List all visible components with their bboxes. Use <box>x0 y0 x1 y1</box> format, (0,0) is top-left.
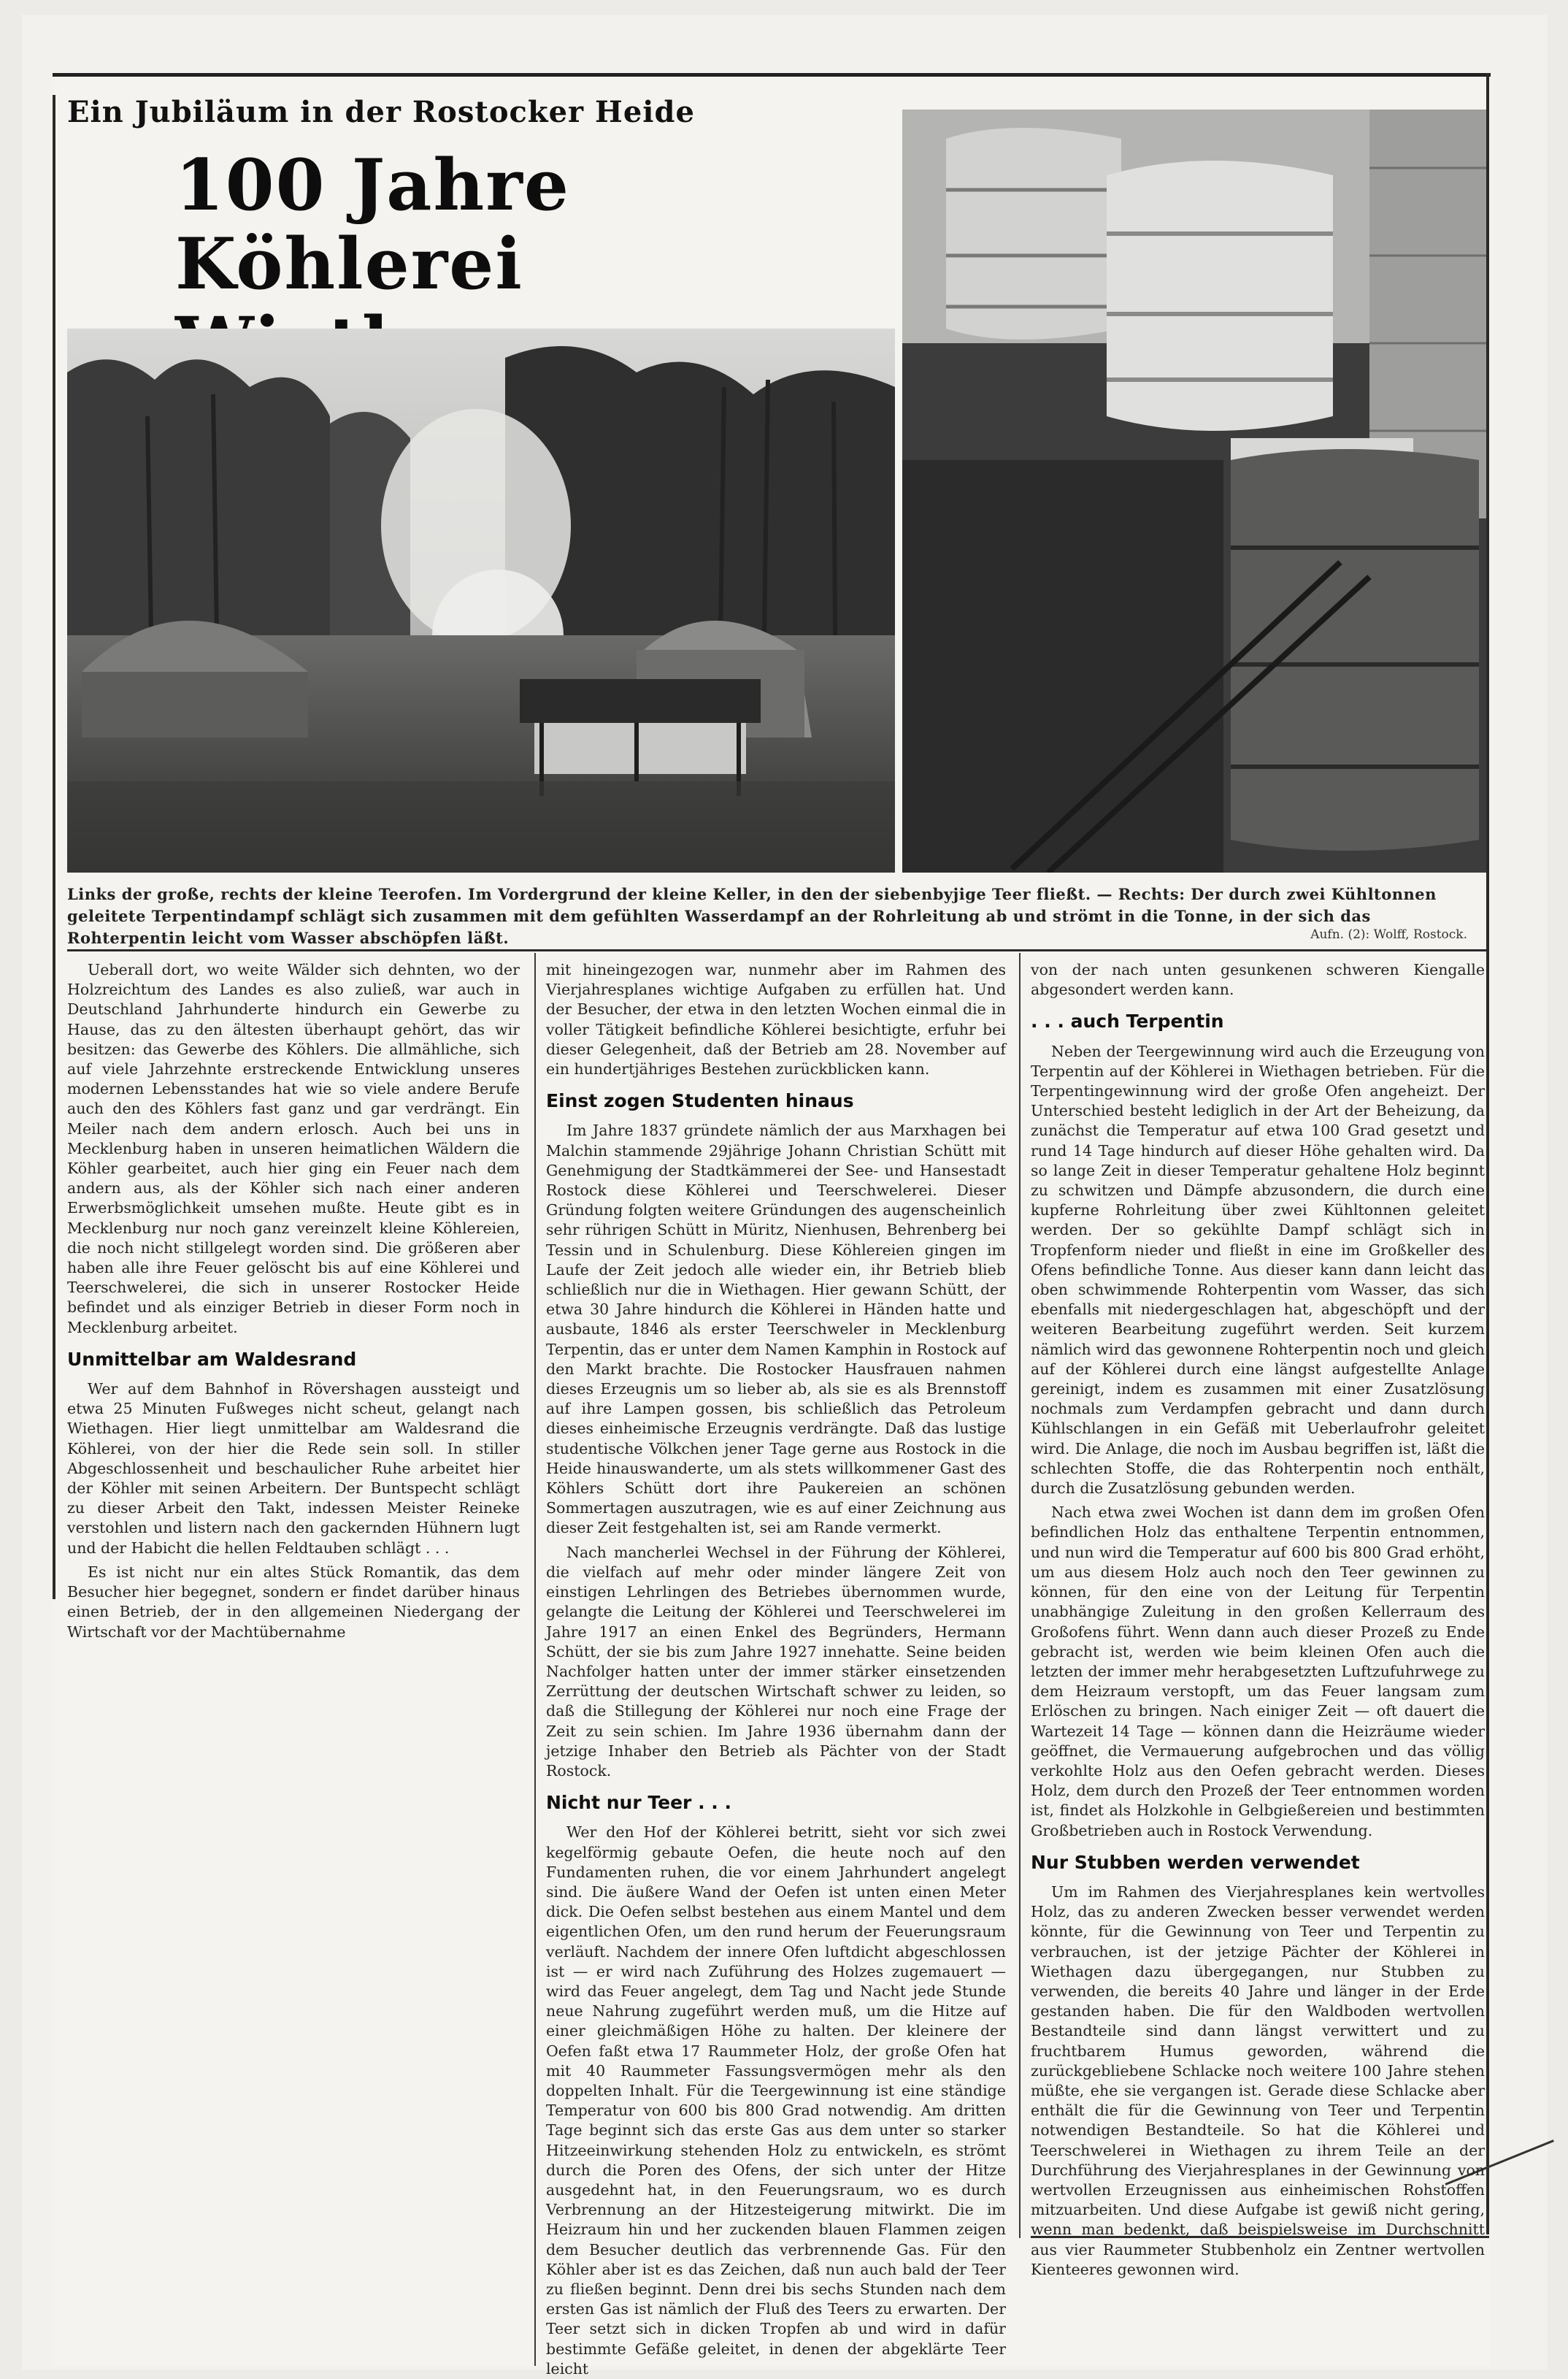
article-column-3 <box>1031 960 1485 2278</box>
paragraph: Neben der Teergewinnung wird auch die Erzeugung von Terpentin auf der Köhlerei in Wiethagen betrieben. Für die Terpentingewinnung wird der große Ofen angeheizt. Der Unterschied besteht lediglich in der Art der Beheizung, da zunächst die Temperatur auf etwa 100 Grad gesetzt und rund 14 Tage hindurch auf dieser Höhe gehalten wird. Da so lange Zeit in dieser Temperatur gehaltene Holz beginnt zu schwitzen und Dämpfe abzusondern, die durch eine kupferne Rohrleitung über zwei Kühltonnen geleitet werden. Der so gekühlte Dampf schlägt sich in Tropfenform nieder und fließt in eine im Großkeller des Ofens befindliche Tonne. Aus dieser kann dann leicht das oben schwimmende Rohterpentin vom Wasser, das sich ebenfalls mit niedergeschlagen hat, abgeschöpft und der weiteren Bearbeitung zugeführt werden. Seit kurzem nämlich wird das gewonnene Rohterpentin noch und gleich auf der Köhlerei durch eine längst aufgestellte Anlage gereinigt, indem es zusammen mit einer Zusatzlösung nochmals zum Verdampfen gebracht und dann durch Kühlschlangen in ein Gefäß mit Ueberlaufrohr geleitet wird. Die Anlage, die noch im Ausbau begriffen ist, läßt die schlechten Stoffe, die das Rohterpentin noch enthält, durch die Zusatzlösung gebunden werden. <box>1031 1042 1485 1498</box>
subheading: Einst zogen Studenten hinaus <box>546 1090 854 1112</box>
paragraph: Ueberall dort, wo weite Wälder sich dehnten, wo der Holzreichtum des Landes es also zuließ, war auch in Deutschland Jahrhunderte hindurch ein Gewerbe zu Hause, das zu den ältesten überhaupt gehört, das wir besitzen: das Gewerbe des Köhlers. Die allmähliche, sich auf viele Jahrzehnte erstreckende Entwicklung unseres modernen Lebensstandes hat wie so viele andere Berufe auch den des Köhlers fast ganz und gar verdrängt. Ein Meiler nach dem andern erlosch. Auch bei uns in Mecklenburg haben in unseren heimatlichen Wäldern die Köhler gearbeitet, auch hier ging ein Feuer nach dem andern aus, als der Köhler sich nach einer anderen Erwerbsmöglichkeit umsehen mußte. Heute gibt es in Mecklenburg nur noch ganz vereinzelt kleine Köhlereien, die noch nicht stillgelegt worden sind. Die größeren aber haben alle ihre Feuer gelöscht bis auf eine Köhlerei und Teerschwelerei, die sich in unserer Rostocker Heide befindet und als einziger Betrieb in dieser Form noch in Mecklenburg arbeitet. <box>67 961 520 1336</box>
subheading: Nicht nur Teer . . . <box>546 1792 731 1814</box>
headline-line-2: Köhlerei <box>175 223 523 305</box>
column-divider-2 <box>1019 953 1021 2238</box>
paragraph: Wer den Hof der Köhlerei betritt, sieht vor sich zwei kegelförmig gebaute Oefen, die heute noch auf den Fundamenten ruhen, die vor einem Jahrhundert angelegt sind. Die äußere Wand der Oefen ist unten einen Meter dick. Die Oefen selbst bestehen aus einem Mantel und dem eigentlichen Ofen, um den rund herum der Feuerungsraum verläuft. Nachdem der innere Ofen luftdicht abgeschlossen ist — er wird nach Zuführung des Holzes zugemauert — wird das Feuer angelegt, dem Tag und Nacht jede Stunde neue Nahrung zugeführt werden muß, um die Hitze auf einer gleichmäßigen Höhe zu halten. Der kleinere der Oefen faßt etwa 17 Raummeter Holz, der große Ofen hat mit 40 Raummeter Fassungsvermögen mehr als den doppelten Inhalt. Für die Teergewinnung ist eine ständige Temperatur von 600 bis 800 Grad notwendig. Am dritten Tage beginnt sich das erste Gas aus dem unter so starker Hitzeeinwirkung stehenden Holz zu entwickeln, es strömt durch die Poren des Ofens, der sich unter der Hitze ausgedehnt hat, in den Feuerungsraum, wo es durch Verbrennung an der Hitzesteigerung mitwirkt. Die im Heizraum hin und her zuckenden blauen Flammen zeigen dem Besucher deutlich das verbrennende Gas. Für den Köhler aber ist es das Zeichen, daß nun auch bald der Teer zu fließen beginnt. Denn drei bis sechs Stunden nach dem ersten Gas ist nämlich der Fluß des Teers zu erwarten. Der Teer setzt sich in dicken Tropfen ab und wird in dafür bestimmte Gefäße geleitet, in denen der abgeklärte Teer leicht <box>546 1823 1006 2378</box>
column-divider-1 <box>534 953 536 2366</box>
photo-credit: Aufn. (2): Wolff, Rostock. <box>1310 927 1467 942</box>
photo-caption: Links der große, rechts der kleine Teerofen. Im Vordergrund der kleine Keller, in den der siebenbyjige Teer fließt. — Rechts: Der durch zwei Kühltonnen geleitete Terpentindampf schlägt sich zusammen mit dem gefühlten Wasserdampf an der Rohrleitung ab und strömt in die Tonne, in der sich das Rohterpentin leicht vom Wasser abschöpfen läßt. <box>67 885 1437 947</box>
photo-turpentine-barrels <box>902 110 1486 873</box>
paragraph: Im Jahre 1837 gründete nämlich der aus Marxhagen bei Malchin stammende 29jährige Johann Christian Schütt mit Genehmigung der Stadtkämmerei der See- und Hansestadt Rostock diese Köhlerei und Teerschwelerei. Dieser Gründung folgten weitere Gründungen des augenscheinlich sehr rührigen Schütt in Müritz, Nienhusen, Behrenberg bei Tessin und in Schulenburg. Diese Köhlereien gingen im Laufe der Zeit jedoch alle wieder ein, ihr Betrieb blieb schließlich nur die in Wiethagen. Hier gewann Schütt, der etwa 30 Jahre hindurch die Köhlerei in Händen hatte und ausbaute, 1846 als erster Teerschweler in Mecklenburg Terpentin, das er unter dem Namen Kamphin in Rostock auf den Markt brachte. Die Rostocker Hausfrauen nahmen dieses Erzeugnis um so lieber ab, als sie es als Brennstoff auf ihre Lampen gossen, bis schließlich das Petroleum dieses einheimische Erzeugnis verdrängte. Daß das lustige studentische Völkchen jener Tage gerne aus Rostock in die Heide hinauswanderte, um als stets willkommener Gast des Köhlers Schütt dort ihre Paukereien an schönen Sommertagen auszutragen, wie es auf einer Zeichnung aus dieser Zeit festgehalten ist, sei am Rande vermerkt. <box>546 1122 1006 1537</box>
right-border-rule <box>1486 73 1489 2234</box>
headline-line-1: 100 Jahre <box>175 144 570 226</box>
paragraph: Nach mancherlei Wechsel in der Führung der Köhlerei, die vielfach auf mehr oder minder längere Zeit von einstigen Lehrlingen des Betriebes übernommen wurde, gelangte die Leitung der Köhlerei und Teerschwelerei im Jahre 1917 an einen Enkel des Begründers, Hermann Schütt, der sie bis zum Jahre 1927 innehatte. Seine beiden Nachfolger hatten unter der immer stärker einsetzenden Zerrüttung der deutschen Wirtschaft schwer zu leiden, so daß die Stillegung der Köhlerei nur noch eine Frage der Zeit zu sein schien. Im Jahre 1936 übernahm dann der jetzige Inhaber den Betrieb als Pächter von der Stadt Rostock. <box>546 1543 1006 1780</box>
article-column-1 <box>67 960 520 1641</box>
subheading: . . . auch Terpentin <box>1031 1011 1224 1033</box>
paragraph: mit hineingezogen war, nunmehr aber im Rahmen des Vierjahresplanes wichtige Aufgaben zu erfüllen hat. Und der Besucher, der etwa in den letzten Wochen einmal die in voller Tätigkeit befindliche Köhlerei besichtigte, erfuhr bei dieser Gelegenheit, daß der Betrieb am 28. November auf ein hundertjähriges Bestehen zurückblicken kann. <box>546 961 1006 1079</box>
article-column-2 <box>546 960 1006 2378</box>
paragraph: Um im Rahmen des Vierjahresplanes kein wertvolles Holz, das zu anderen Zwecken besser verwendet werden könnte, für die Gewinnung von Teer und Terpentin zu verbrauchen, ist der jetzige Pächter der Köhlerei in Wiethagen dazu übergegangen, nur Stubben zu verwenden, die bereits 40 Jahre und länger in der Erde gestanden haben. Die für den Waldboden wertvollen Bestandteile sind dann längst verwittert und zu fruchtbarem Humus geworden, während die zurückgebliebene Schlacke noch weitere 100 Jahre stehen müßte, ehe sie vergangen ist. Gerade diese Schlacke aber enthält die für die Gewinnung von Teer und Terpentin notwendigen Bestandteile. So hat die Köhlerei und Teerschwelerei in Wiethagen zu ihrem Teile an der Durchführung des Vierjahresplanes in der Gewinnung von wertvollen Erzeugnissen aus einheimischen Rohstoffen mitzuarbeiten. Und diese Aufgabe ist gewiß nicht gering, wenn man bedenkt, daß beispielsweise im Durchschnitt aus vier Raummeter Stubbenholz ein Zentner wertvollen Kienteeres gewonnen wird. <box>1031 1882 1485 2278</box>
paragraph: Es ist nicht nur ein altes Stück Romantik, das dem Besucher hier begegnet, sondern er findet darüber hinaus einen Betrieb, der in den allgemeinen Niedergang der Wirtschaft vor der Machtübernahme <box>67 1563 520 1641</box>
paragraph: von der nach unten gesunkenen schweren Kiengalle abgesondert werden kann. <box>1031 961 1485 999</box>
photo-turpentine-barrels-image <box>902 110 1486 873</box>
kicker-line: Ein Jubiläum in der Rostocker Heide <box>67 95 695 129</box>
subheading: Unmittelbar am Waldesrand <box>67 1348 357 1370</box>
subheading: Nur Stubben werden verwendet <box>1031 1851 1360 1873</box>
paragraph: Wer auf dem Bahnhof in Rövershagen aussteigt und etwa 25 Minuten Fußweges nicht scheut, gelangt nach Wiethagen. Hier liegt unmittelbar am Waldesrand die Köhlerei, von der hier die Rede sein soll. In stiller Abgeschlossenheit und beschaulicher Ruhe arbeitet hier der Köhler mit seinen Arbeitern. Der Buntspecht schlägt zu dieser Arbeit den Takt, indessen Meister Reineke verstohlen und listern nach den gackernden Hühnern lugt und der Habicht die hellen Feldtauben schlägt . . . <box>67 1380 520 1557</box>
photo-tar-ovens <box>67 329 895 873</box>
left-border-rule <box>53 95 55 1599</box>
paragraph: Nach etwa zwei Wochen ist dann dem im großen Ofen befindlichen Holz das enthaltene Terpentin entnommen, und nun wird die Temperatur auf 600 bis 800 Grad erhöht, um aus diesem Holz auch noch den Teer gewinnen zu können, für den eine von der Leitung für Terpentin unabhängige Zuleitung in den großen Kellerraum des Großofens führt. Wenn dann auch dieser Prozeß zu Ende gebracht ist, werden wie beim kleinen Ofen auch die letzten der immer mehr herabgesetzten Luftzufuhrwege zu dem Heizraum verstopft, um das Feuer langsam zum Erlöschen zu bringen. Nach einiger Zeit — oft dauert die Wartezeit 14 Tage — können dann die Heizräume wieder geöffnet, die Vermauerung aufgebrochen und das völlig verkohlte Holz aus den Oefen gebracht werden. Dieses Holz, dem durch den Prozeß der Teer entnommen worden ist, findet als Holzkohle in Gelbgießereien und bestimmten Großbetrieben auch in Rostock Verwendung. <box>1031 1503 1485 1839</box>
caption-divider <box>67 949 1486 951</box>
photo-tar-ovens-image <box>67 329 895 873</box>
